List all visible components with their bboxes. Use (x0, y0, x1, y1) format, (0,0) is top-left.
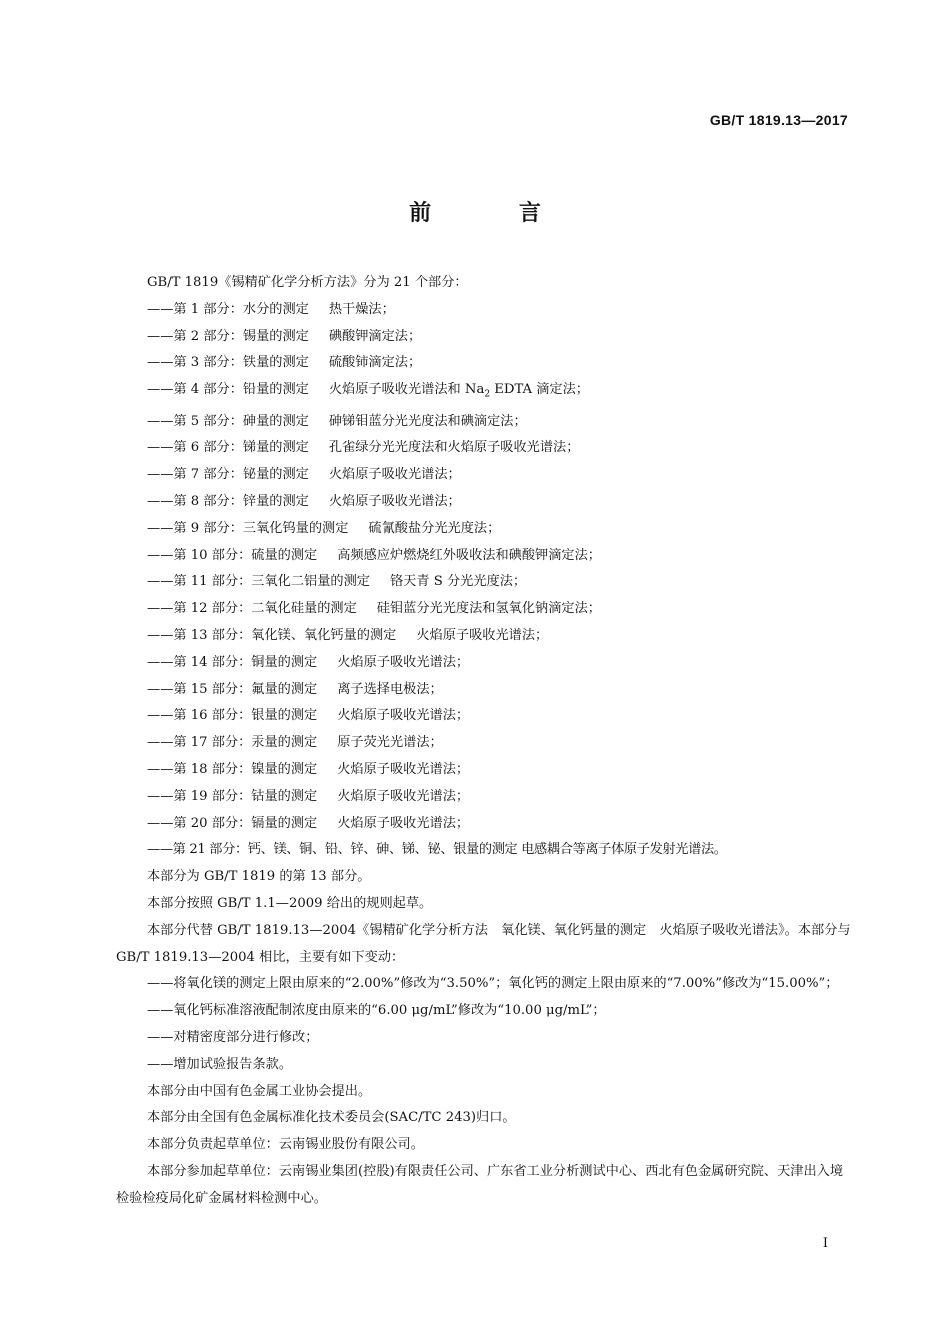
list-item: ——增加试验报告条款。 (147, 1056, 293, 1072)
list-item: ——第 21 部分：钙、镁、铜、铅、锌、砷、锑、铋、银量的测定 电感耦合等离子体原子发射光谱法。 (147, 842, 727, 858)
list-item: ——第 1 部分：水分的测定 热干燥法； (147, 301, 395, 317)
list-item: ——第 14 部分：铜量的测定 火焰原子吸收光谱法； (147, 654, 470, 670)
list-item: ——第 7 部分：铋量的测定 火焰原子吸收光谱法； (147, 467, 461, 483)
list-item: ——第 15 部分：氟量的测定 离子选择电极法； (147, 681, 443, 697)
list-item: ——第 10 部分：硫量的测定 高频感应炉燃烧红外吸收法和碘酸钾滴定法； (147, 547, 601, 563)
paragraph-committee: 本部分由全国有色金属标准化技术委员会(SAC/TC 243)归口。 (147, 1110, 516, 1126)
list-item: ——氧化钙标准溶液配制浓度由原来的“6.00 μg/mL”修改为“10.00 μg/mL”； (147, 1003, 606, 1019)
list-item: ——第 12 部分：二氧化硅量的测定 硅钼蓝分光光度法和氢氧化钠滴定法； (147, 601, 601, 617)
list-item: ——第 18 部分：镍量的测定 火焰原子吸收光谱法； (147, 761, 470, 777)
list-item: ——将氧化镁的测定上限由原来的“2.00%”修改为“3.50%”；氧化钙的测定上限由原来的“7.00%”修改为“15.00%”； (147, 976, 839, 992)
list-item: ——第 4 部分：铅量的测定 火焰原子吸收光谱法和 $Na_2$ EDTA 滴定法； (147, 382, 589, 400)
list-item: ——第 16 部分：银量的测定 火焰原子吸收光谱法； (147, 708, 470, 724)
list-item: ——第 9 部分：三氧化钨量的测定 硫氰酸盐分光光度法； (147, 520, 501, 536)
page-number: I (822, 1236, 828, 1251)
paragraph-participants: 本部分参加起草单位：云南锡业集团(控股)有限责任公司、广东省工业分析测试中心、西北有色金属研究院、天津出入境检验检疫局化矿金属材料检测中心。 (116, 1163, 844, 1206)
list-item: ——第 20 部分：镉量的测定 火焰原子吸收光谱法； (147, 815, 470, 831)
list-item: ——第 3 部分：铁量的测定 硫酸铈滴定法； (147, 355, 422, 371)
parts-list (116, 297, 854, 864)
list-item: ——第 19 部分：钴量的测定 火焰原子吸收光谱法； (147, 788, 470, 804)
paragraph-replacement: 本部分代替 GB/T 1819.13—2004《锡精矿化学分析方法 氧化镁、氧化钙量的测定 火焰原子吸收光谱法》。本部分与 GB/T 1819.13—2004 相比，主要有如下变动： (116, 922, 851, 965)
list-item: ——第 17 部分：汞量的测定 原子荧光光谱法； (147, 735, 443, 751)
list-item: ——第 8 部分：锌量的测定 火焰原子吸收光谱法； (147, 494, 461, 510)
page-title: 前 言 (409, 201, 581, 226)
list-item: ——第 11 部分：三氧化二铝量的测定 铬天青 S 分光光度法； (147, 574, 527, 590)
list-item: ——第 6 部分：锑量的测定 孔雀绿分光光度法和火焰原子吸收光谱法； (147, 440, 580, 456)
intro-paragraph: GB/T 1819《锡精矿化学分析方法》分为 21 个部分： (147, 275, 468, 290)
list-item: ——第 2 部分：锡量的测定 碘酸钾滴定法； (147, 328, 422, 344)
list-item: ——第 5 部分：砷量的测定 砷锑钼蓝分光光度法和碘滴定法； (147, 413, 527, 429)
list-item: ——第 13 部分：氧化镁、氧化钙量的测定 火焰原子吸收光谱法； (147, 628, 549, 643)
paragraph-part-number: 本部分为 GB/T 1819 的第 13 部分。 (147, 869, 371, 885)
list-item: ——对精密度部分进行修改； (147, 1029, 319, 1045)
paragraph-lead-drafter: 本部分负责起草单位：云南锡业股份有限公司。 (147, 1137, 424, 1153)
changes-list (116, 971, 854, 1078)
document-body (116, 270, 854, 1213)
paragraph-proposer: 本部分由中国有色金属工业协会提出。 (147, 1083, 372, 1099)
paragraph-drafting-rules: 本部分按照 GB/T 1.1—2009 给出的规则起草。 (147, 895, 433, 911)
standard-number: GB/T 1819.13—2017 (709, 112, 848, 128)
